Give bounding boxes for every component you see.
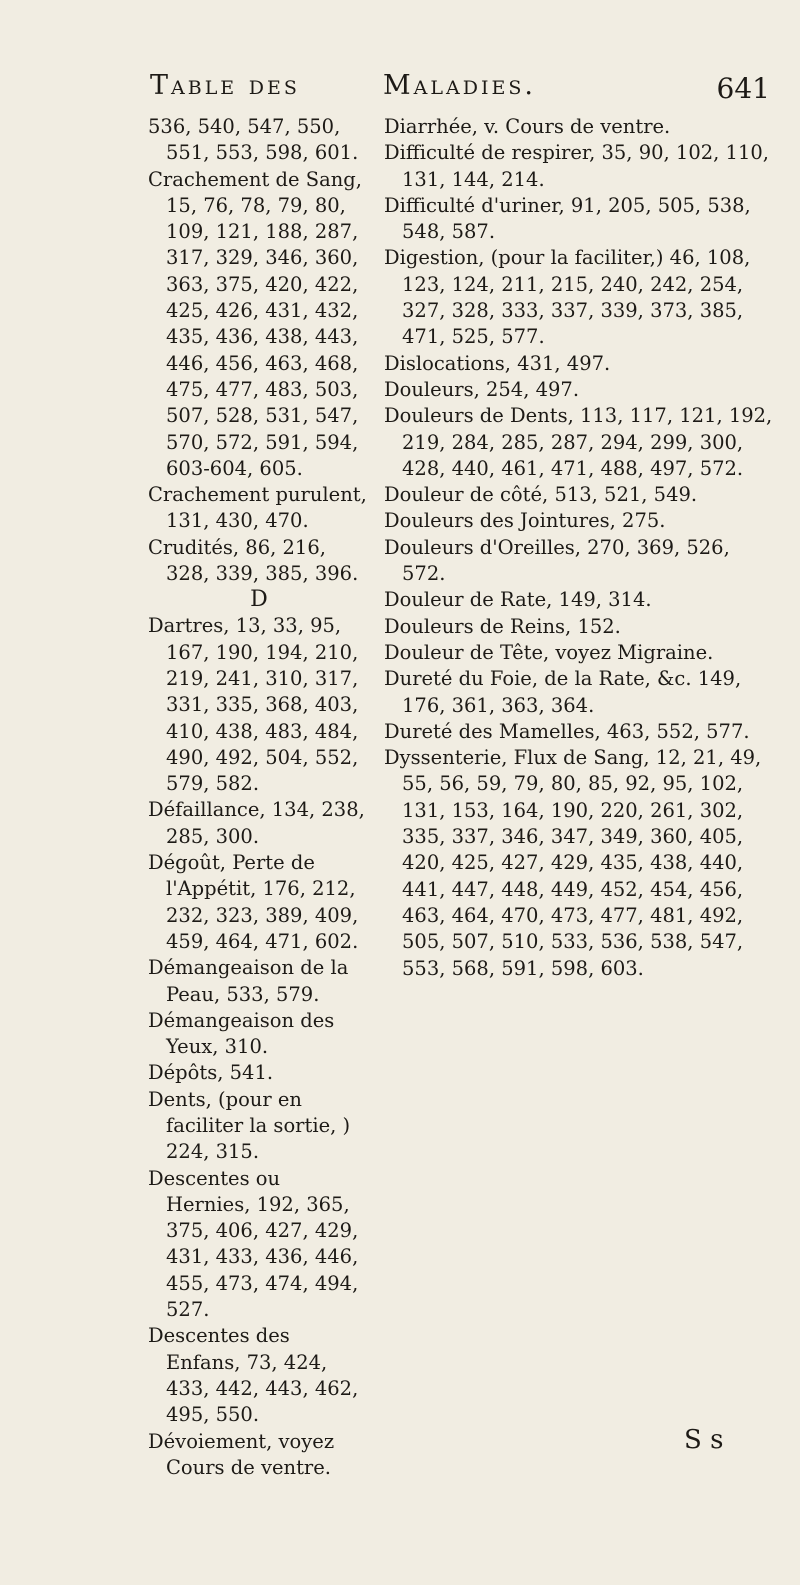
header-left-title: Table des	[150, 70, 300, 101]
index-entry: Dureté du Foie, de la Rate, &c. 149, 176, 361, 363, 364.	[384, 667, 742, 717]
index-entry: Crudités, 86, 216, 328, 339, 385, 396.	[148, 535, 359, 586]
index-entry: Dents, (pour en faciliter la sortie, ) 224, 315.	[148, 1087, 351, 1164]
index-entry: Diarrhée, v. Cours de ventre.	[384, 115, 671, 138]
left-column	[148, 114, 370, 1481]
index-entry: Défaillance, 134, 238, 285, 300.	[148, 798, 365, 848]
index-entry: Démangeaison des Yeux, 310.	[148, 1008, 335, 1059]
index-entry: Difficulté d'uriner, 91, 205, 505, 538, 548, 587.	[384, 193, 751, 244]
index-entry: Descentes des Enfans, 73, 424, 433, 442, 443, 462, 495, 550.	[148, 1324, 359, 1427]
index-entry: Douleurs des Jointures, 275.	[384, 509, 666, 533]
index-entry: Douleurs de Reins, 152.	[384, 614, 621, 638]
index-entry: Démangeaison de la Peau, 533, 579.	[148, 956, 349, 1006]
index-entry: 536, 540, 547, 550, 551, 553, 598, 601.	[148, 115, 359, 165]
index-entry: Douleurs de Dents, 113, 117, 121, 192, 219, 284, 285, 287, 294, 299, 300, 428, 440, 461, 471, 488, 497, 572.	[384, 404, 773, 480]
index-entry: Difficulté de respirer, 35, 90, 102, 110, 131, 144, 214.	[384, 141, 769, 191]
index-entry: Crachement purulent, 131, 430, 470.	[148, 483, 367, 533]
section-letter: D	[250, 587, 268, 613]
index-entry: Dartres, 13, 33, 95, 167, 190, 194, 210, 219, 241, 310, 317, 331, 335, 368, 403, 410, 438, 483, 484, 490, 492, 504, 552, 579, 582.	[148, 614, 359, 796]
index-entry: Dépôts, 541.	[148, 1061, 274, 1085]
signature-mark: S s	[684, 1425, 724, 1455]
index-entry: Digestion, (pour la faciliter,) 46, 108, 123, 124, 211, 215, 240, 242, 254, 327, 328, 333, 337, 339, 373, 385, 471, 525, 577.	[384, 246, 751, 349]
index-entry: Dévoiement, voyez Cours de ventre.	[148, 1429, 335, 1479]
index-entry: Descentes ou Hernies, 192, 365, 375, 406, 427, 429, 431, 433, 436, 446, 455, 473, 474, 494, 527.	[148, 1166, 359, 1322]
index-entry: Douleur de Rate, 149, 314.	[384, 588, 652, 612]
index-entry: Dislocations, 431, 497.	[384, 351, 611, 375]
page-number: 641	[716, 72, 770, 105]
index-entry: Dureté des Mamelles, 463, 552, 577.	[384, 719, 750, 743]
index-entry: Douleur de côté, 513, 521, 549.	[384, 483, 698, 507]
index-entry: Dégoût, Perte de l'Appétit, 176, 212, 232, 323, 389, 409, 459, 464, 471, 602.	[148, 851, 359, 953]
right-column	[384, 114, 776, 982]
index-entry: Douleurs, 254, 497.	[384, 377, 580, 401]
header-right-title: Maladies.	[383, 70, 536, 101]
index-entry: Dyssenterie, Flux de Sang, 12, 21, 49, 55, 56, 59, 79, 80, 85, 92, 95, 102, 131, 153, 164, 190, 220, 261, 302, 335, 337, 346, 347, 349, 360, 405, 420, 425, 427, 429, 435, 438, 440, 441, 447, 448, 449, 452, 454, 456, 463, 464, 470, 473, 477, 481, 492, 505, 507, 510, 533, 536, 538, 547, 553, 568, 591, 598, 603.	[384, 746, 762, 980]
index-entry: Douleurs d'Oreilles, 270, 369, 526, 572.	[384, 535, 730, 586]
running-header	[150, 70, 770, 114]
index-entry: Douleur de Tête, voyez Migraine.	[384, 640, 714, 664]
index-entry: Crachement de Sang, 15, 76, 78, 79, 80, 109, 121, 188, 287, 317, 329, 346, 360, 363, 375, 420, 422, 425, 426, 431, 432, 435, 436, 438, 443, 446, 456, 463, 468, 475, 477, 483, 503, 507, 528, 531, 547, 570, 572, 591, 594, 603-604, 605.	[148, 167, 362, 480]
